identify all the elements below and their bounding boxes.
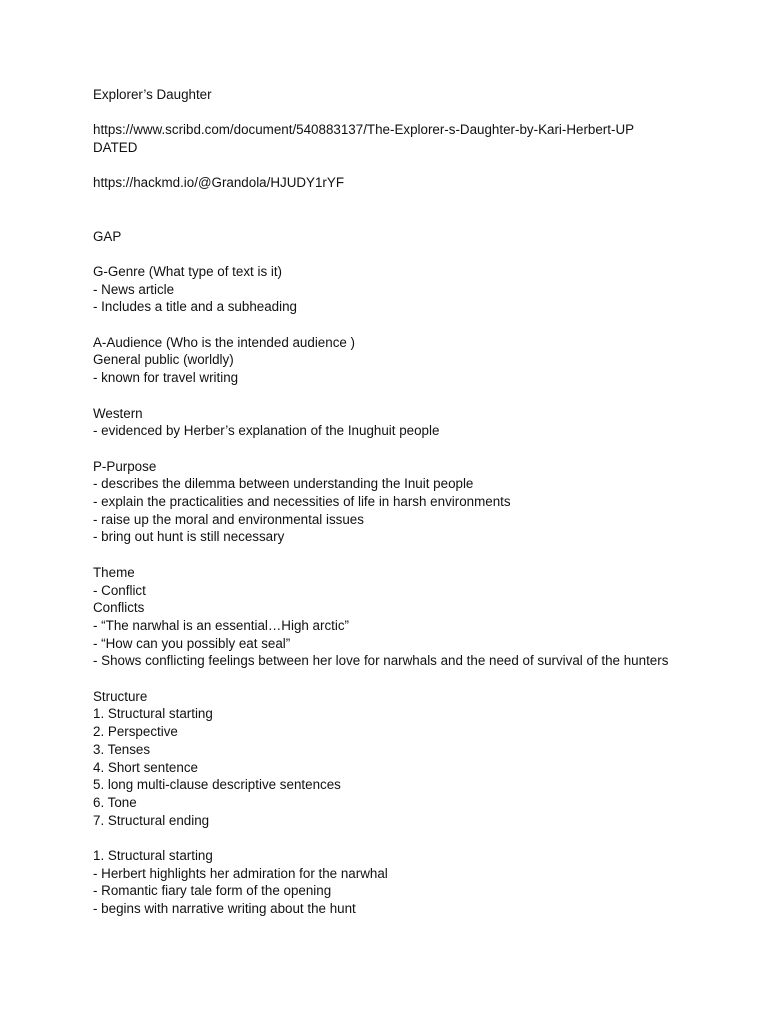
western-item: - evidenced by Herber’s explanation of the Inughuit people [93, 423, 440, 439]
conflicts-item: - “How can you possibly eat seal” [93, 635, 291, 651]
purpose-item: - describes the dilemma between understanding the Inuit people [93, 476, 474, 492]
gap-heading: GAP [93, 228, 122, 244]
theme-heading: Theme [93, 564, 135, 580]
structure-item: 3. Tenses [93, 741, 151, 757]
structural-starting-item: - Herbert highlights her admiration for the narwhal [93, 865, 388, 881]
theme-item: - Conflict [93, 582, 146, 598]
conflicts-item: - “The narwhal is an essential…High arctic” [93, 617, 350, 633]
structural-starting-heading: 1. Structural starting [93, 848, 213, 864]
structure-item: 4. Short sentence [93, 759, 198, 775]
purpose-item: - raise up the moral and environmental issues [93, 511, 364, 527]
structure-item: 5. long multi-clause descriptive sentences [93, 777, 341, 793]
conflicts-item: - Shows conflicting feelings between her love for narwhals and the need of survival of the hunters [93, 653, 669, 669]
structure-item: 6. Tone [93, 794, 137, 810]
structural-starting-item: - Romantic fiary tale form of the opening [93, 883, 332, 899]
structure-heading: Structure [93, 688, 148, 704]
audience-heading: A-Audience (Who is the intended audience ) [93, 334, 356, 350]
genre-item: - News article [93, 281, 175, 297]
purpose-item: - bring out hunt is still necessary [93, 529, 285, 545]
structure-item: 1. Structural starting [93, 706, 213, 722]
structure-item: 2. Perspective [93, 724, 178, 740]
purpose-item: - explain the practicalities and necessities of life in harsh environments [93, 494, 511, 510]
document-page [93, 86, 673, 918]
purpose-heading: P-Purpose [93, 458, 157, 474]
structure-item: 7. Structural ending [93, 812, 210, 828]
audience-line: General public (worldly) [93, 352, 234, 368]
scribd-link-line-2[interactable]: DATED [93, 140, 138, 156]
scribd-link-line-1[interactable]: https://www.scribd.com/document/540883137/The-Explorer-s-Daughter-by-Kari-Herbert-UP [93, 122, 635, 138]
audience-item: - known for travel writing [93, 370, 239, 386]
structural-starting-item: - begins with narrative writing about the hunt [93, 901, 356, 917]
western-heading: Western [93, 405, 143, 421]
genre-item: - Includes a title and a subheading [93, 299, 297, 315]
genre-heading: G-Genre (What type of text is it) [93, 263, 283, 279]
document-title: Explorer’s Daughter [93, 87, 212, 102]
conflicts-heading: Conflicts [93, 600, 145, 616]
hackmd-link[interactable]: https://hackmd.io/@Grandola/HJUDY1rYF [93, 175, 344, 191]
